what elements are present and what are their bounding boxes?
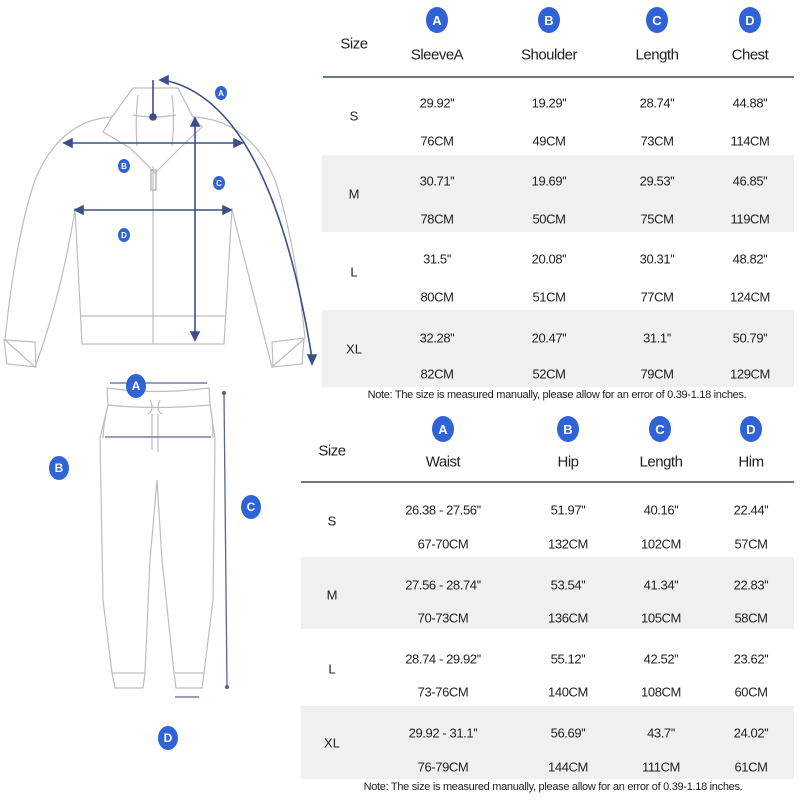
pants-col-hem: Him: [738, 453, 764, 471]
jacket-col-badge-a: A: [426, 7, 448, 33]
pants-col-length: Length: [639, 453, 683, 471]
hip-inches: 56.69'': [550, 725, 586, 741]
pants-col-badge-a: A: [432, 416, 454, 442]
hem-cm: 57CM: [734, 536, 768, 552]
sleeve-cm: 76CM: [420, 133, 454, 149]
sleeve-inches: 31.5'': [423, 251, 451, 267]
size-label: L: [350, 264, 358, 280]
chest-cm: 119CM: [730, 211, 770, 227]
length-cm: 111CM: [642, 759, 680, 775]
shoulder-inches: 20.08'': [531, 251, 567, 267]
shoulder-cm: 50CM: [532, 211, 566, 227]
shoulder-inches: 19.69'': [531, 173, 567, 189]
size-label: M: [326, 587, 338, 603]
pants-col-badge-b: B: [557, 416, 579, 442]
shoulder-cm: 51CM: [532, 289, 566, 305]
length-inches: 41.34'': [643, 577, 679, 593]
pants-badge-c: C: [241, 495, 261, 519]
jacket-badge-c: C: [213, 176, 225, 190]
sleeve-inches: 32.28'': [419, 330, 455, 346]
waist-inches: 29.92 - 31.1'': [408, 725, 478, 741]
waist-cm: 67-70CM: [417, 536, 469, 552]
length-inches: 31.1'': [643, 330, 671, 346]
jacket-col-badge-c: C: [646, 7, 668, 33]
pants-badge-a: A: [126, 374, 146, 398]
jacket-col-sleeve: SleeveA: [410, 46, 464, 64]
pants-badge-d: D: [158, 726, 178, 750]
waist-cm: 73-76CM: [417, 684, 469, 700]
hip-inches: 51.97'': [550, 502, 586, 518]
jacket-badge-d: D: [118, 228, 130, 242]
length-cm: 79CM: [640, 366, 674, 382]
pants-badge-b: B: [49, 456, 69, 480]
jacket-col-badge-b: B: [538, 7, 560, 33]
length-cm: 105CM: [641, 610, 681, 626]
size-label: S: [349, 108, 359, 124]
hem-inches: 22.83'': [733, 577, 769, 593]
hip-cm: 144CM: [548, 759, 588, 775]
length-cm: 75CM: [640, 211, 674, 227]
jacket-col-length: Length: [635, 46, 679, 64]
jacket-col-shoulder: Shoulder: [520, 46, 578, 64]
pants-col-hip: Hip: [557, 453, 579, 471]
shoulder-inches: 19.29'': [531, 95, 567, 111]
sleeve-cm: 78CM: [420, 211, 454, 227]
hip-inches: 53.54'': [550, 577, 586, 593]
length-cm: 108CM: [641, 684, 681, 700]
waist-inches: 27.56 - 28.74'': [405, 577, 481, 593]
pants-col-waist: Waist: [425, 453, 461, 471]
length-cm: 73CM: [640, 133, 674, 149]
pants-col-badge-c: C: [649, 416, 671, 442]
chest-cm: 129CM: [730, 366, 770, 382]
sleeve-inches: 30.71'': [419, 173, 455, 189]
jacket-badge-a: A: [215, 86, 227, 100]
length-inches: 28.74'': [639, 95, 675, 111]
hem-inches: 22.44'': [733, 502, 769, 518]
hip-cm: 136CM: [548, 610, 588, 626]
length-inches: 40.16'': [643, 502, 679, 518]
jacket-size-header: Size: [340, 35, 368, 53]
pants-size-header: Size: [318, 442, 346, 460]
hem-cm: 61CM: [734, 759, 768, 775]
pants-col-badge-d: D: [740, 416, 762, 442]
chest-inches: 46.85'': [732, 173, 768, 189]
waist-inches: 28.74 - 29.92'': [405, 651, 481, 667]
jacket-col-badge-d: D: [739, 7, 761, 33]
length-inches: 29.53'': [639, 173, 675, 189]
hem-inches: 24.02'': [733, 725, 769, 741]
shoulder-cm: 52CM: [532, 366, 566, 382]
size-label: XL: [324, 735, 340, 751]
waist-inches: 26.38 - 27.56'': [405, 502, 481, 518]
shoulder-cm: 49CM: [532, 133, 566, 149]
chest-inches: 48.82'': [732, 251, 768, 267]
hem-cm: 60CM: [734, 684, 768, 700]
shoulder-inches: 20.47'': [531, 330, 567, 346]
hip-inches: 55.12'': [550, 651, 586, 667]
jacket-col-chest: Chest: [731, 46, 769, 64]
chest-inches: 50.79'': [732, 330, 768, 346]
waist-cm: 70-73CM: [417, 610, 469, 626]
size-label: L: [328, 661, 336, 677]
size-label: XL: [346, 341, 362, 357]
pants-measurement-note: Note: The size is measured manually, please allow for an error of 0.39-1.18 inches.: [363, 781, 743, 793]
length-cm: 77CM: [640, 289, 674, 305]
hip-cm: 132CM: [548, 536, 588, 552]
size-label: M: [348, 186, 360, 202]
waist-cm: 76-79CM: [417, 759, 469, 775]
pants-header-divider: [301, 481, 794, 483]
length-inches: 30.31'': [639, 251, 675, 267]
hip-cm: 140CM: [548, 684, 588, 700]
size-label: S: [327, 513, 337, 529]
hem-inches: 23.62'': [733, 651, 769, 667]
length-inches: 43.7'': [647, 725, 675, 741]
jacket-measurement-note: Note: The size is measured manually, please allow for an error of 0.39-1.18 inches.: [367, 389, 747, 401]
chest-inches: 44.88'': [732, 95, 768, 111]
sleeve-cm: 80CM: [420, 289, 454, 305]
length-cm: 102CM: [641, 536, 681, 552]
chest-cm: 114CM: [730, 133, 770, 149]
length-inches: 42.52'': [643, 651, 679, 667]
jacket-badge-b: B: [118, 159, 130, 173]
hem-cm: 58CM: [734, 610, 768, 626]
chest-cm: 124CM: [730, 289, 770, 305]
sleeve-inches: 29.92'': [419, 95, 455, 111]
sleeve-cm: 82CM: [420, 366, 454, 382]
